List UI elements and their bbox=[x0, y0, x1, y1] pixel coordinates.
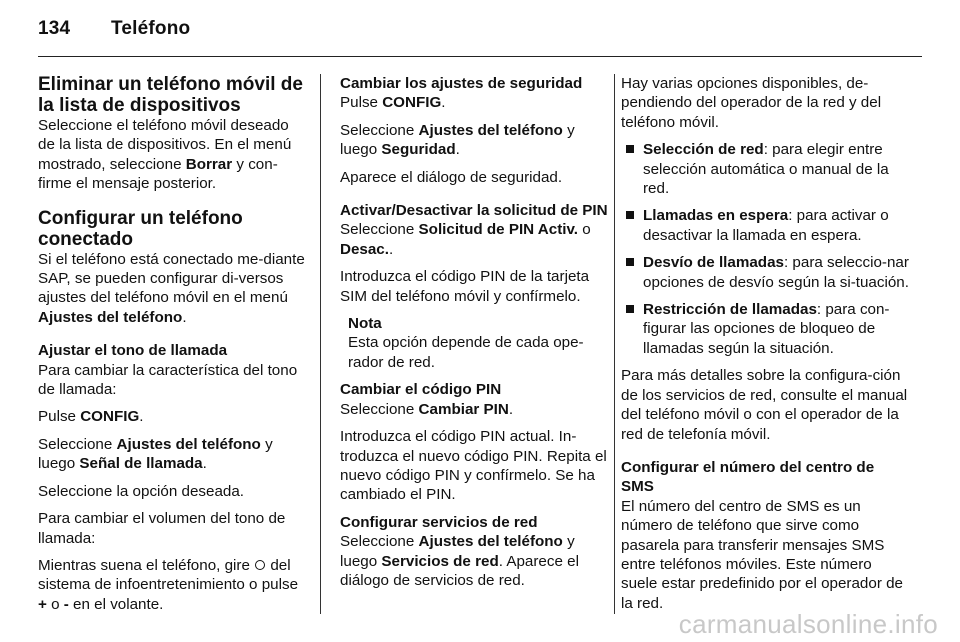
column-divider bbox=[320, 74, 321, 614]
paragraph: Seleccione Cambiar PIN. bbox=[340, 400, 514, 418]
paragraph: Seleccione Ajustes del teléfono y luego Seguridad. bbox=[340, 121, 575, 159]
page-header bbox=[38, 18, 190, 40]
paragraph: Seleccione el teléfono móvil deseado de la lista de dispositivos. En el menú mostrado, seleccione Borrar y con-firme el mensaje posterior. bbox=[38, 117, 292, 193]
page-number: 134 bbox=[38, 18, 71, 39]
subsection-heading: Ajustar el tono de llamada bbox=[38, 342, 228, 360]
volume-knob-icon bbox=[255, 560, 265, 570]
paragraph: Introduzca el código PIN actual. In-troduzca el nuevo código PIN. Repita el nuevo código PIN y confírmelo. Se ha cambiado el PIN. bbox=[340, 428, 607, 504]
paragraph: Pulse CONFIG. bbox=[38, 408, 144, 426]
note-title: Nota bbox=[348, 315, 382, 333]
section-heading: Configurar un teléfono conectado bbox=[38, 207, 243, 250]
chapter-title: Teléfono bbox=[111, 18, 191, 39]
subsection-heading: Configurar el número del centro de SMS bbox=[621, 458, 875, 496]
note-box bbox=[340, 314, 608, 372]
column-2 bbox=[340, 74, 608, 598]
column-1 bbox=[38, 74, 306, 622]
paragraph: Hay varias opciones disponibles, de-pendiendo del operador de la red y del teléfono móvil. bbox=[621, 75, 882, 131]
paragraph: Para cambiar la característica del tono de llamada: bbox=[38, 361, 298, 399]
paragraph: Aparece el diálogo de seguridad. bbox=[340, 168, 563, 186]
list-item: Restricción de llamadas: para con-figurar las opciones de bloqueo de llamadas según la situación. bbox=[621, 300, 909, 358]
list-item: Llamadas en espera: para activar o desactivar la llamada en espera. bbox=[621, 206, 909, 245]
option-list bbox=[621, 140, 909, 358]
paragraph: Para cambiar el volumen del tono de llamada: bbox=[38, 510, 286, 547]
column-3 bbox=[621, 74, 909, 621]
subsection-heading: Cambiar el código PIN bbox=[340, 381, 502, 399]
paragraph: Introduzca el código PIN de la tarjeta SIM del teléfono móvil y confírmelo. bbox=[340, 268, 590, 305]
paragraph: Si el teléfono está conectado me-diante SAP, se pueden configurar di-versos ajustes del teléfono móvil en el menú Ajustes del teléfono. bbox=[38, 250, 305, 326]
paragraph: Seleccione Ajustes del teléfono y luego Señal de llamada. bbox=[38, 435, 273, 473]
subsection-heading: Configurar servicios de red bbox=[340, 513, 538, 531]
watermark: carmanualsonline.info bbox=[678, 609, 938, 639]
header-rule bbox=[38, 56, 922, 57]
paragraph: El número del centro de SMS es un número de teléfono que sirve como pasarela para transferir mensajes SMS entre teléfonos móviles. Este número suele estar predefinido por el operador de la red. bbox=[621, 497, 903, 612]
paragraph: Seleccione Solicitud de PIN Activ. o Desac.. bbox=[340, 221, 591, 258]
list-item: Selección de red: para elegir entre selección automática o manual de la red. bbox=[621, 140, 909, 198]
subsection-heading: Cambiar los ajustes de seguridad bbox=[340, 75, 583, 92]
note-text: Esta opción depende de cada ope-rador de red. bbox=[348, 334, 584, 371]
column-divider bbox=[614, 74, 615, 614]
paragraph: Seleccione Ajustes del teléfono y luego Servicios de red. Aparece el diálogo de servicios de red. bbox=[340, 533, 579, 589]
section-heading: Eliminar un teléfono móvil de la lista de dispositivos bbox=[38, 74, 303, 116]
paragraph: Mientras suena el teléfono, gire del sistema de infoentretenimiento o pulse + o - en el volante. bbox=[38, 556, 299, 613]
subsection-heading: Activar/Desactivar la solicitud de PIN bbox=[340, 202, 608, 220]
paragraph: Para más detalles sobre la configura-ción de los servicios de red, consulte el manual del teléfono móvil o con el operador de la red de telefonía móvil. bbox=[621, 367, 908, 443]
paragraph: Pulse CONFIG. bbox=[340, 94, 446, 112]
paragraph: Seleccione la opción deseada. bbox=[38, 482, 245, 500]
list-item: Desvío de llamadas: para seleccio-nar opciones de desvío según la si-tuación. bbox=[621, 253, 909, 292]
